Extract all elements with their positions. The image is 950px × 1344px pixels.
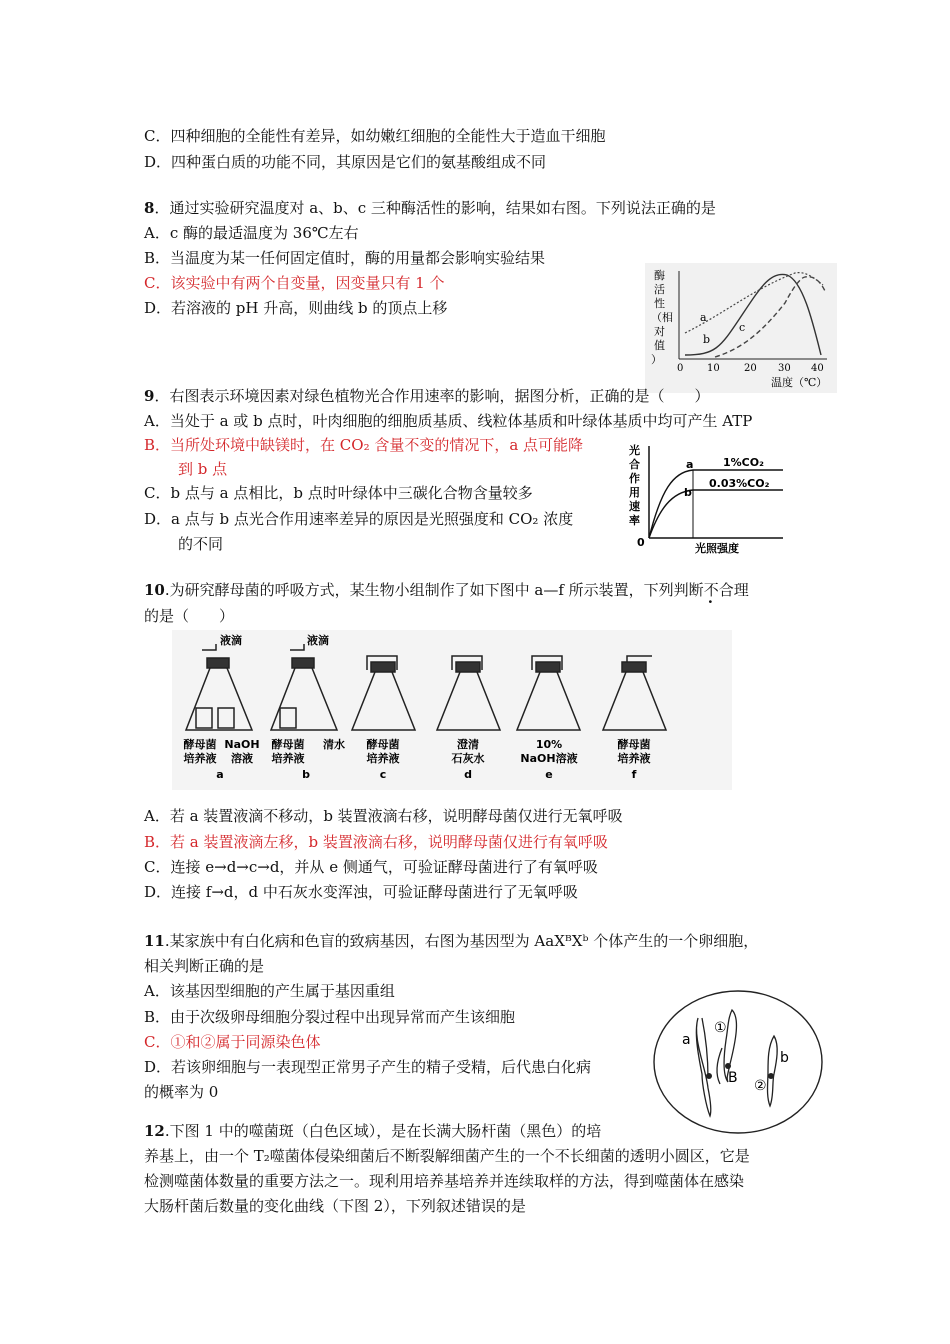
flask-a-label2: 培养液 — [183, 752, 217, 765]
stopper-d — [456, 662, 480, 672]
photosynthesis-figure — [625, 440, 795, 558]
flask-b-label1: 酵母菌 — [271, 738, 305, 751]
label-c: c — [739, 321, 746, 334]
q9-option-b-line1: B．当所处环境中缺镁时，在 CO₂ 含量不变的情况下，a 点可能降 — [144, 436, 584, 454]
q12-line2: 养基上，由一个 T₂噬菌体侵染细菌后不断裂解细菌产生的一个不长细菌的透明小圆区，它是 — [144, 1147, 750, 1165]
flask-a-label1: 酵母菌 — [183, 738, 217, 751]
y-axis-label-1: 酶 — [654, 269, 665, 282]
y-axis-label-4: （相 — [651, 311, 673, 324]
q8-number: 8 — [144, 199, 155, 217]
flask-b-label3: 清水 — [323, 738, 345, 751]
flask-a-label3: NaOH — [224, 738, 260, 751]
flask-e-label2: NaOH溶液 — [520, 752, 578, 765]
chromosome-a-inner — [702, 1018, 708, 1078]
q11-stem-text: .某家族中有白化病和色盲的致病基因，右图为基因型为 AaXᴮXᵇ 个体产生的一个卵细胞， — [164, 932, 759, 950]
q10-number: 10 — [144, 581, 165, 599]
y-axis-label-3: 性 — [654, 297, 665, 310]
q12-number: 12 — [144, 1122, 165, 1140]
q11-option-c: C．①和②属于同源染色体 — [144, 1033, 321, 1051]
x-axis-label: 光照强度 — [695, 542, 739, 555]
enzyme-activity-figure — [645, 263, 837, 393]
x-tick-30: 30 — [778, 363, 791, 374]
flask-f-label1: 酵母菌 — [617, 738, 651, 751]
flask-a-label4: 溶液 — [231, 752, 253, 765]
egg-cell-figure — [650, 988, 825, 1136]
flask-c-letter: c — [379, 768, 387, 781]
q9-number: 9 — [144, 387, 155, 405]
y-axis-label-5: 对 — [654, 325, 665, 338]
cell-membrane — [654, 991, 822, 1133]
curve-003pct — [649, 490, 783, 538]
yeast-flask-figure — [172, 630, 732, 790]
chromosome-2 — [768, 1036, 778, 1106]
figure-background — [172, 630, 732, 790]
q11-option-d-line2: 的概率为 0 — [144, 1083, 219, 1101]
y-label-char-6: 率 — [629, 514, 640, 527]
stopper-f — [622, 662, 646, 672]
centromere-a — [706, 1073, 712, 1079]
y-label-char-2: 合 — [629, 458, 640, 471]
q10-stem-line2: 的是（ ） — [144, 607, 235, 625]
x-tick-10: 10 — [707, 363, 720, 374]
q11-option-d-line1: D．若该卵细胞与一表现型正常男子产生的精子受精，后代患白化病 — [144, 1058, 592, 1076]
q9-stem-text: ．右图表示环境因素对绿色植物光合作用速率的影响，据图分析，正确的是（ ） — [154, 387, 710, 405]
q9-option-d-line2: 的不同 — [178, 535, 224, 553]
q9-stem — [144, 385, 709, 407]
flask-d-label2: 石灰水 — [451, 752, 485, 765]
chromosome-a — [696, 1018, 710, 1116]
q12-line1 — [144, 1120, 601, 1142]
q10-stem-text: .为研究酵母菌的呼吸方式，某生物小组制作了如下图中 a—f 所示装置，下列判断 — [164, 581, 704, 599]
origin-label: 0 — [637, 536, 645, 549]
q10-option-d: D．连接 f→d，d 中石灰水变浑浊，可验证酵母菌进行了无氧呼吸 — [144, 883, 578, 901]
q9-option-b-line2: 到 b 点 — [178, 460, 228, 478]
flask-c-label1: 酵母菌 — [366, 738, 400, 751]
drop-label-a: 液滴 — [220, 634, 242, 647]
q11-number: 11 — [144, 932, 165, 950]
centromere-1 — [725, 1063, 731, 1069]
y-label-char-4: 用 — [629, 486, 640, 499]
flask-f-label2: 培养液 — [617, 752, 651, 765]
flask-b-letter: b — [302, 768, 310, 781]
point-b-label: b — [684, 486, 692, 499]
stopper-c — [371, 662, 395, 672]
flask-d-letter: d — [464, 768, 472, 781]
x-axis-label: 温度（℃） — [771, 376, 828, 389]
y-axis-label-2: 活 — [654, 283, 665, 296]
q9-option-c: C．b 点与 a 点相比，b 点时叶绿体中三碳化合物含量较多 — [144, 484, 533, 502]
q10-option-a: A．若 a 装置液滴不移动，b 装置液滴右移，说明酵母菌仅进行无氧呼吸 — [144, 807, 623, 825]
q7-option-d: D．四种蛋白质的功能不同，其原因是它们的氨基酸组成不同 — [144, 153, 547, 171]
q9-option-a: A．当处于 a 或 b 点时，叶肉细胞的细胞质基质、线粒体基质和叶绿体基质中均可产生 ATP — [144, 412, 753, 430]
q8-stem-text: ．通过实验研究温度对 a、b、c 三种酶活性的影响，结果如右图。下列说法正确的是 — [154, 199, 716, 217]
flask-e-label1: 10% — [535, 738, 563, 751]
gene-a-label: a — [682, 1032, 691, 1048]
q10-option-c: C．连接 e→d→c→d，并从 e 侧通气，可验证酵母菌进行了有氧呼吸 — [144, 858, 598, 876]
gene-b-label: b — [780, 1050, 789, 1066]
stopper-e — [536, 662, 560, 672]
flask-b-label2: 培养液 — [271, 752, 305, 765]
q8-option-b: B．当温度为某一任何固定值时，酶的用量都会影响实验结果 — [144, 249, 546, 267]
q10-emphasis-char: 不 — [703, 581, 719, 599]
q12-line3: 检测噬菌体数量的重要方法之一。现利用培养基培养并连续取样的方法，得到噬菌体在感染 — [144, 1172, 745, 1190]
stopper-b — [292, 658, 314, 668]
gene-B-label: B — [728, 1070, 738, 1086]
q8-option-c: C．该实验中有两个自变量，因变量只有 1 个 — [144, 274, 445, 292]
q7-option-c: C．四种细胞的全能性有差异，如幼嫩红细胞的全能性大于造血干细胞 — [144, 127, 606, 145]
flask-d-label1: 澄清 — [457, 738, 479, 751]
q8-option-d: D．若溶液的 pH 升高，则曲线 b 的顶点上移 — [144, 299, 448, 317]
q11-option-a: A．该基因型细胞的产生属于基因重组 — [144, 982, 395, 1000]
q11-stem-line1 — [144, 930, 758, 952]
q11-stem-line2: 相关判断正确的是 — [144, 957, 265, 975]
series-003pct-label: 0.03%CO₂ — [709, 477, 770, 490]
q8-stem — [144, 197, 716, 219]
flask-e-letter: e — [545, 768, 553, 781]
label-a: a — [700, 311, 707, 324]
y-label-char-3: 作 — [629, 472, 640, 485]
flask-a-letter: a — [216, 768, 224, 781]
y-label-char-1: 光 — [629, 444, 640, 457]
centromere-2 — [768, 1073, 774, 1079]
drop-label-b: 液滴 — [307, 634, 329, 647]
q9-option-d-line1: D．a 点与 b 点光合作用速率差异的原因是光照强度和 CO₂ 浓度 — [144, 510, 574, 528]
chromosome-1-label: ① — [714, 1020, 727, 1036]
flask-f-letter: f — [631, 768, 637, 781]
x-tick-20: 20 — [744, 363, 757, 374]
q8-option-a: A．c 酶的最适温度为 36℃左右 — [144, 224, 359, 242]
q10-stem-text-b: 合理 — [718, 581, 749, 599]
q10-option-b: B．若 a 装置液滴左移，b 装置液滴右移，说明酵母菌仅进行有氧呼吸 — [144, 833, 608, 851]
q10-stem-line1 — [144, 579, 749, 601]
y-axis-label-7: ） — [651, 353, 662, 366]
label-b: b — [703, 333, 711, 346]
point-a-label: a — [686, 458, 694, 471]
x-tick-40: 40 — [811, 363, 824, 374]
flask-c-label2: 培养液 — [366, 752, 400, 765]
chromosome-2-label: ② — [754, 1078, 767, 1094]
y-axis-label-6: 值 — [654, 339, 665, 352]
y-label-char-5: 速 — [629, 500, 640, 513]
x-tick-0: 0 — [677, 363, 684, 374]
stopper-a — [207, 658, 229, 668]
chromosome-1-arm — [717, 1048, 722, 1084]
series-1pct-label: 1%CO₂ — [723, 456, 764, 469]
q12-line1-text: .下图 1 中的噬菌斑（白色区域），是在长满大肠杆菌（黑色）的培 — [164, 1122, 602, 1140]
q12-line4: 大肠杆菌后数量的变化曲线（下图 2），下列叙述错误的是 — [144, 1197, 526, 1215]
q11-option-b: B．由于次级卵母细胞分裂过程中出现异常而产生该细胞 — [144, 1008, 516, 1026]
